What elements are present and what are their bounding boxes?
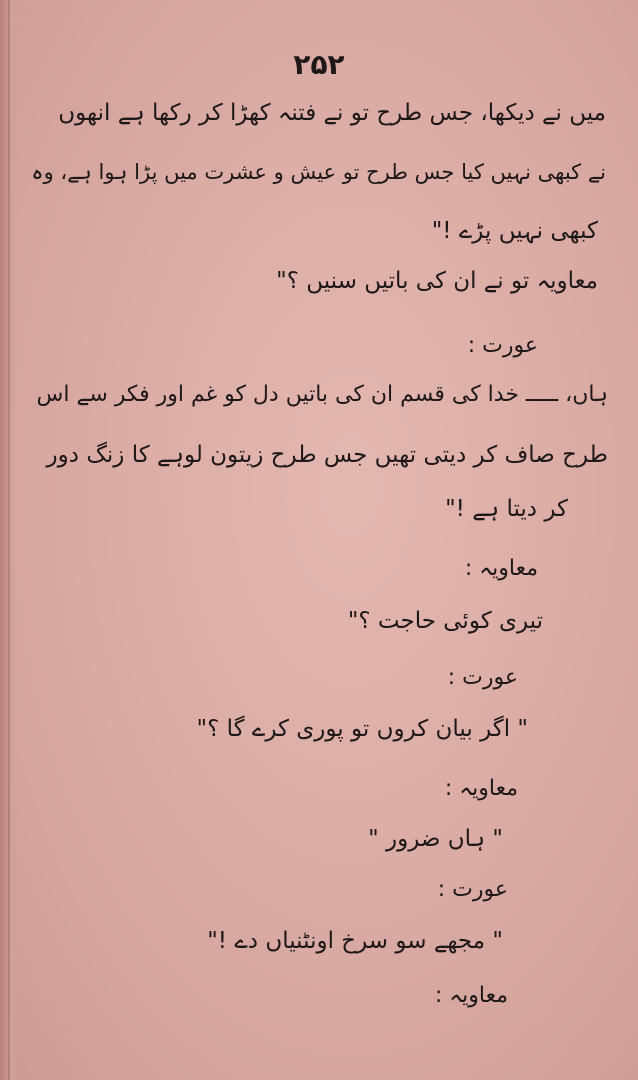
text-line-3: کبھی نہیں پڑے !" xyxy=(431,218,598,244)
speaker-label-woman: عورت : xyxy=(447,665,518,690)
text-line-1: میں نے دیکھا، جس طرح تو نے فتنہ کھڑا کر رکھا ہے انھوں xyxy=(58,100,606,126)
speaker-label-muawiya: معاویہ : xyxy=(434,983,508,1008)
text-line-10: تیری کوئی حاجت ؟" xyxy=(347,608,543,634)
text-line-7: طرح صاف کر دیتی تھیں جس طرح زیتون لوہے کا زنگ دور xyxy=(46,442,608,468)
text-line-14: " ہاں ضرور " xyxy=(368,826,503,852)
speaker-label-muawiya: معاویہ : xyxy=(444,776,518,801)
speaker-label-muawiya: معاویہ : xyxy=(464,556,538,581)
page-number: ۲۵۲ xyxy=(293,48,345,81)
text-line-2: نے کبھی نہیں کیا جس طرح تو عیش و عشرت میں پڑا ہوا ہے، وہ xyxy=(31,160,606,184)
text-line-16: " مجھے سو سرخ اونٹنیاں دے !" xyxy=(207,928,503,954)
text-line-4: معاویہ تو نے ان کی باتیں سنیں ؟" xyxy=(276,268,598,294)
text-line-6: ہاں، ـــــ خدا کی قسم ان کی باتیں دل کو غم اور فکر سے اس xyxy=(36,382,608,407)
text-line-8: کر دیتا ہے !" xyxy=(445,496,568,522)
page-binding-line xyxy=(8,0,10,1080)
speaker-label-woman: عورت : xyxy=(467,333,538,358)
text-line-12: " اگر بیان کروں تو پوری کرے گا ؟" xyxy=(196,716,528,742)
speaker-label-woman: عورت : xyxy=(437,877,508,902)
